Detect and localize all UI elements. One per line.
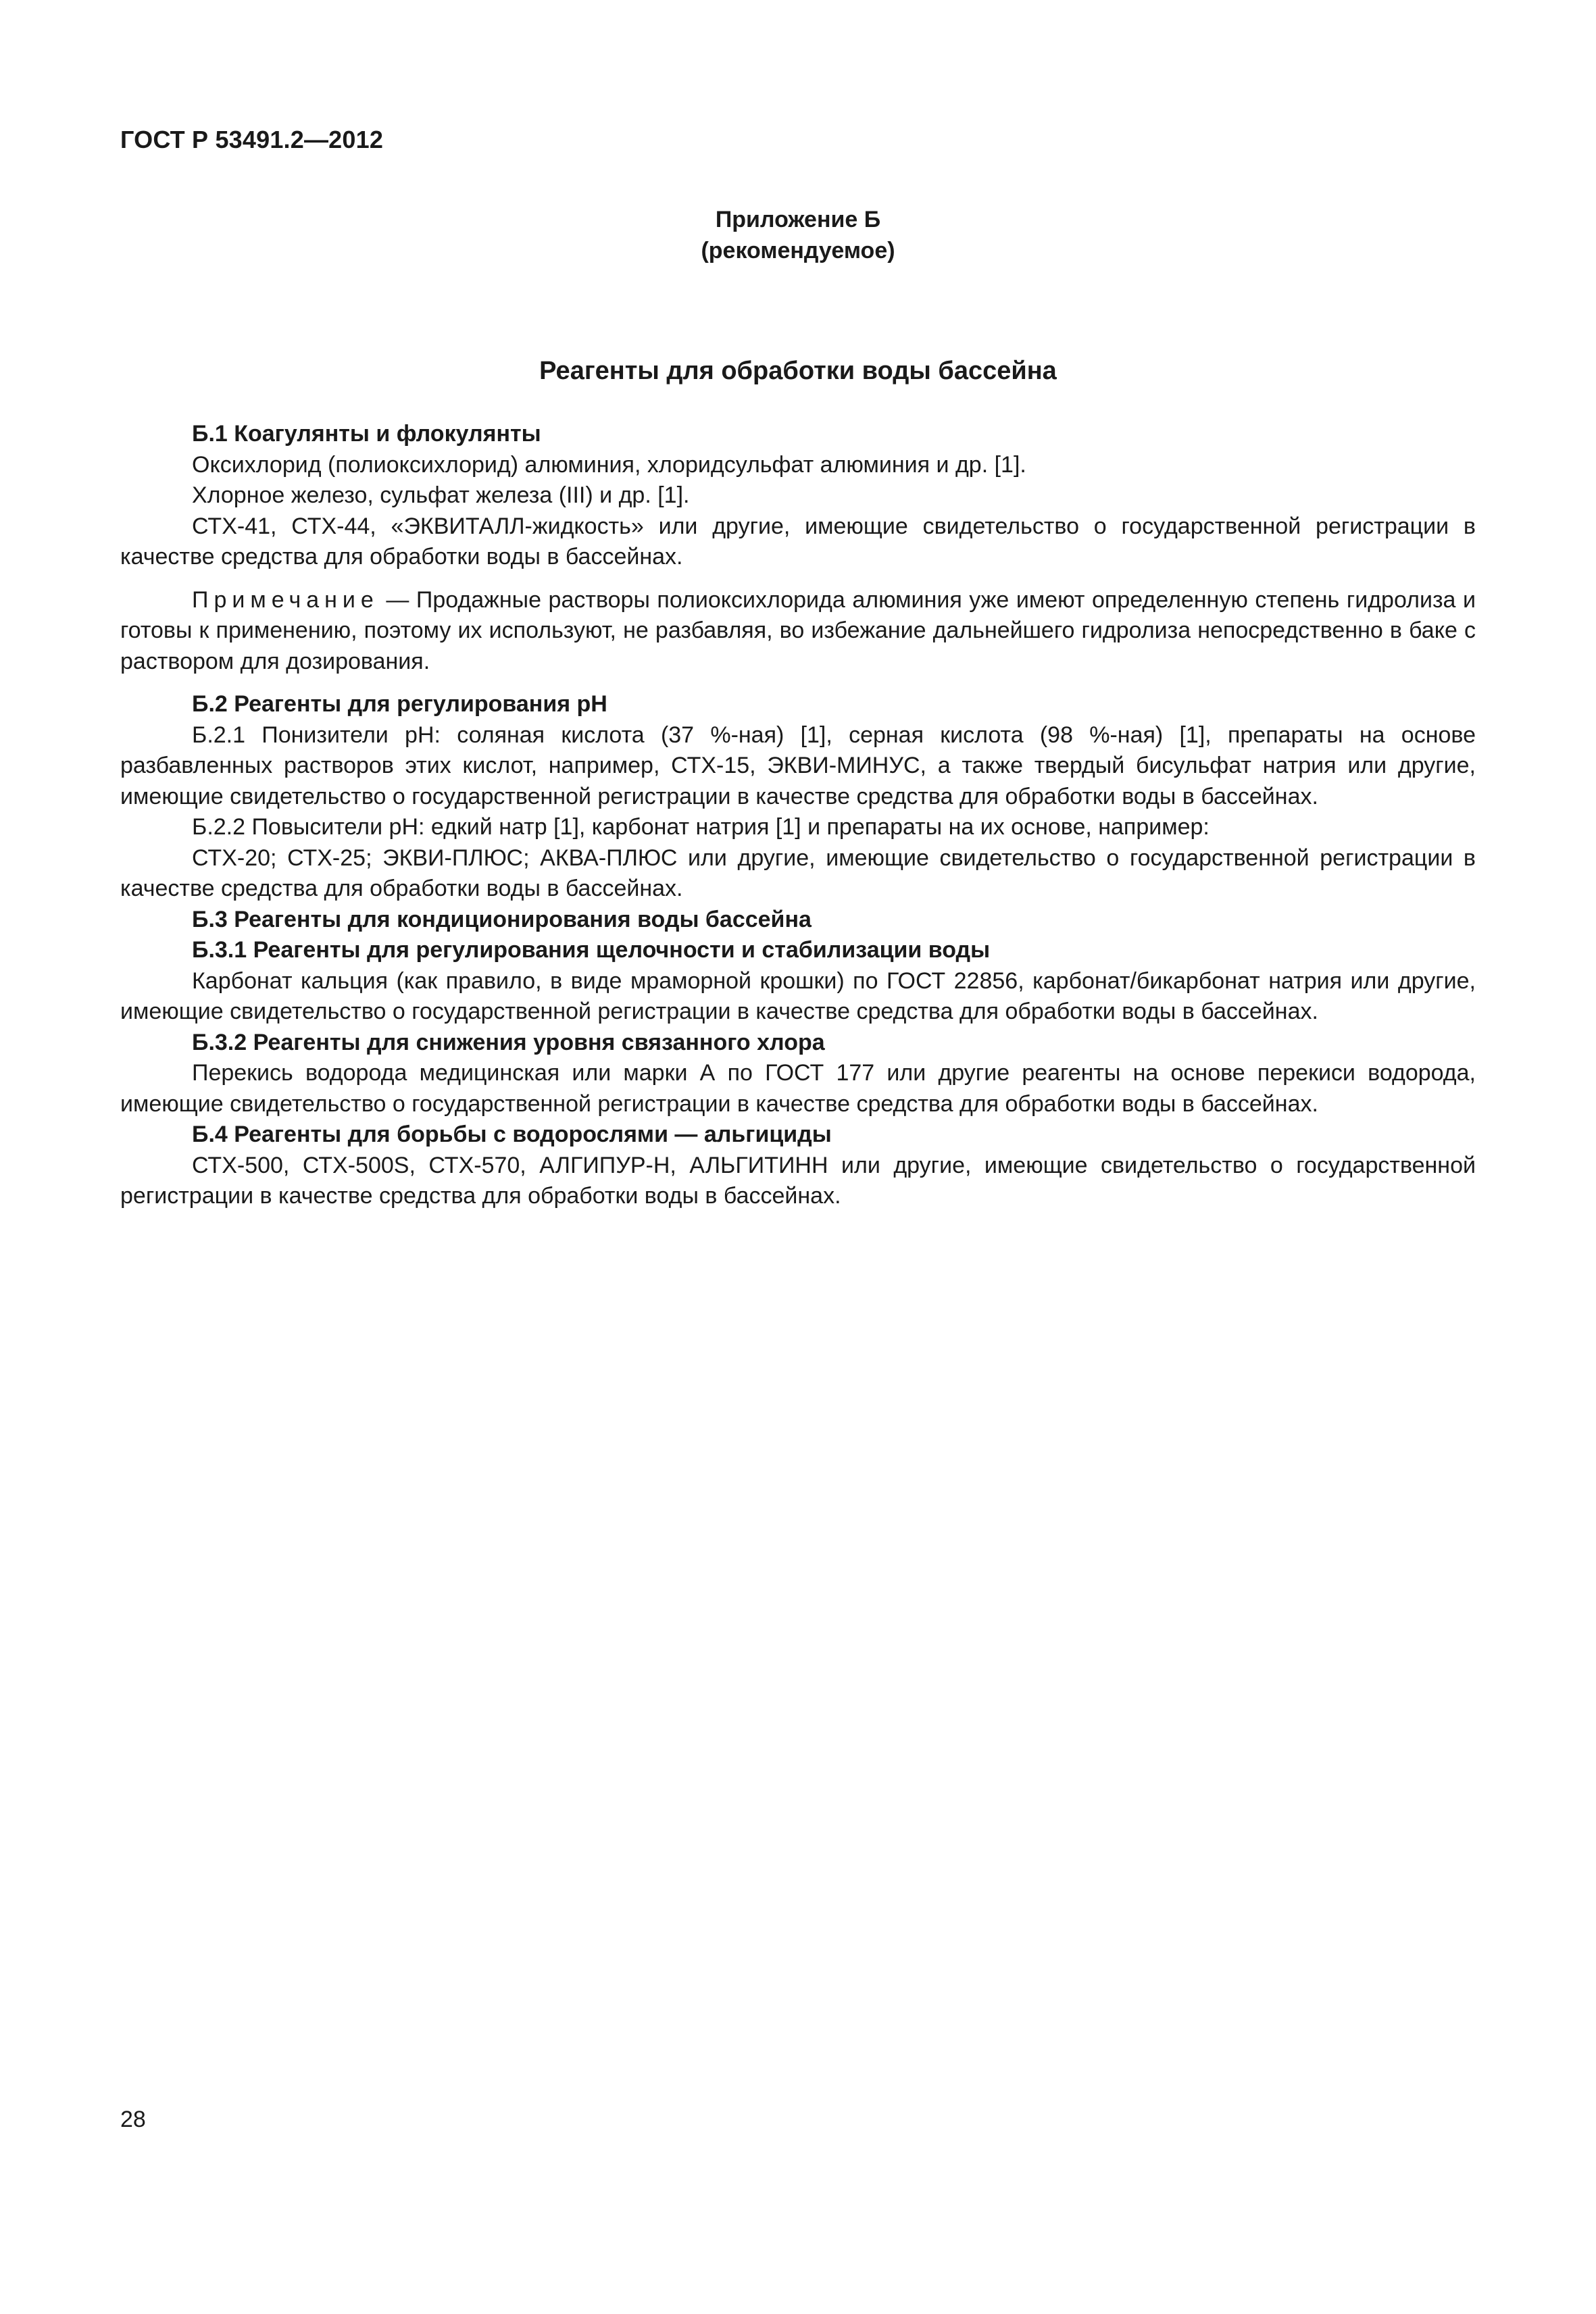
paragraph: Б.2.2 Повысители pH: едкий натр [1], карбонат натрия [1] и препараты на их основе, например:	[192, 814, 1210, 840]
note-text: — Продажные растворы полиоксихлорида алюминия уже имеют определенную степень гидролиза и готовы к применению, поэтому их используют, не разбавляя, во избежание дальнейшего гидролиза непосредственно в баке с раствором для дозирования.	[120, 586, 1476, 674]
annex-title: Реагенты для обработки воды бассейна	[539, 357, 1057, 385]
paragraph: СТХ-20; СТХ-25; ЭКВИ-ПЛЮС; АКВА-ПЛЮС или другие, имеющие свидетельство о государственной регистрации в качестве средства для обработки воды в бассейнах.	[120, 845, 1476, 901]
annex-status: (рекомендуемое)	[701, 238, 895, 263]
paragraph: СТХ-41, СТХ-44, «ЭКВИТАЛЛ-жидкость» или другие, имеющие свидетельство о государственной регистрации в качестве средства для обработки воды в бассейнах.	[120, 513, 1476, 570]
note-paragraph	[120, 585, 1476, 678]
paragraph: Перекись водорода медицинская или марки А по ГОСТ 177 или другие реагенты на основе перекиси водорода, имеющие свидетельство о государственной регистрации в качестве средства для обработки воды в бассейнах.	[120, 1060, 1476, 1117]
paragraph: СТХ-500, СТХ-500S, СТХ-570, АЛГИПУР-Н, АЛЬГИТИНН или другие, имеющие свидетельство о государственной регистрации в качестве средства для обработки воды в бассейнах.	[120, 1152, 1476, 1209]
note-label: Примечание	[192, 586, 379, 613]
annex-label-block	[120, 204, 1476, 266]
section-heading-b3-1: Б.3.1 Реагенты для регулирования щелочности и стабилизации воды	[192, 937, 991, 963]
section-heading-b4: Б.4 Реагенты для борьбы с водорослями — альгициды	[192, 1122, 832, 1147]
paragraph: Оксихлорид (полиоксихлорид) алюминия, хлоридсульфат алюминия и др. [1].	[192, 451, 1026, 478]
section-heading-b1: Б.1 Коагулянты и флокулянты	[192, 421, 541, 447]
document-code: ГОСТ Р 53491.2—2012	[120, 126, 384, 153]
document-body	[120, 419, 1476, 1212]
page-number: 28	[120, 2107, 146, 2132]
annex-label: Приложение Б	[715, 207, 881, 232]
section-heading-b3-2: Б.3.2 Реагенты для снижения уровня связанного хлора	[192, 1029, 825, 1055]
paragraph: Хлорное железо, сульфат железа (III) и др. [1].	[192, 482, 690, 508]
paragraph: Б.2.1 Понизители pH: соляная кислота (37 %-ная) [1], серная кислота (98 %-ная) [1], препараты на основе разбавленных растворов этих кислот, например, СТХ-15, ЭКВИ-МИНУС, а также твердый бисульфат натрия или другие, имеющие свидетельство о государственной регистрации в качестве средства для обработки воды в бассейнах.	[120, 722, 1476, 809]
section-heading-b3: Б.3 Реагенты для кондиционирования воды бассейна	[192, 906, 812, 932]
spacer	[120, 573, 1476, 585]
paragraph: Карбонат кальция (как правило, в виде мраморной крошки) по ГОСТ 22856, карбонат/бикарбонат натрия или другие, имеющие свидетельство о государственной регистрации в качестве средства для обработки воды в бассейнах.	[120, 967, 1476, 1024]
section-heading-b2: Б.2 Реагенты для регулирования pH	[192, 691, 607, 717]
spacer	[120, 677, 1476, 689]
